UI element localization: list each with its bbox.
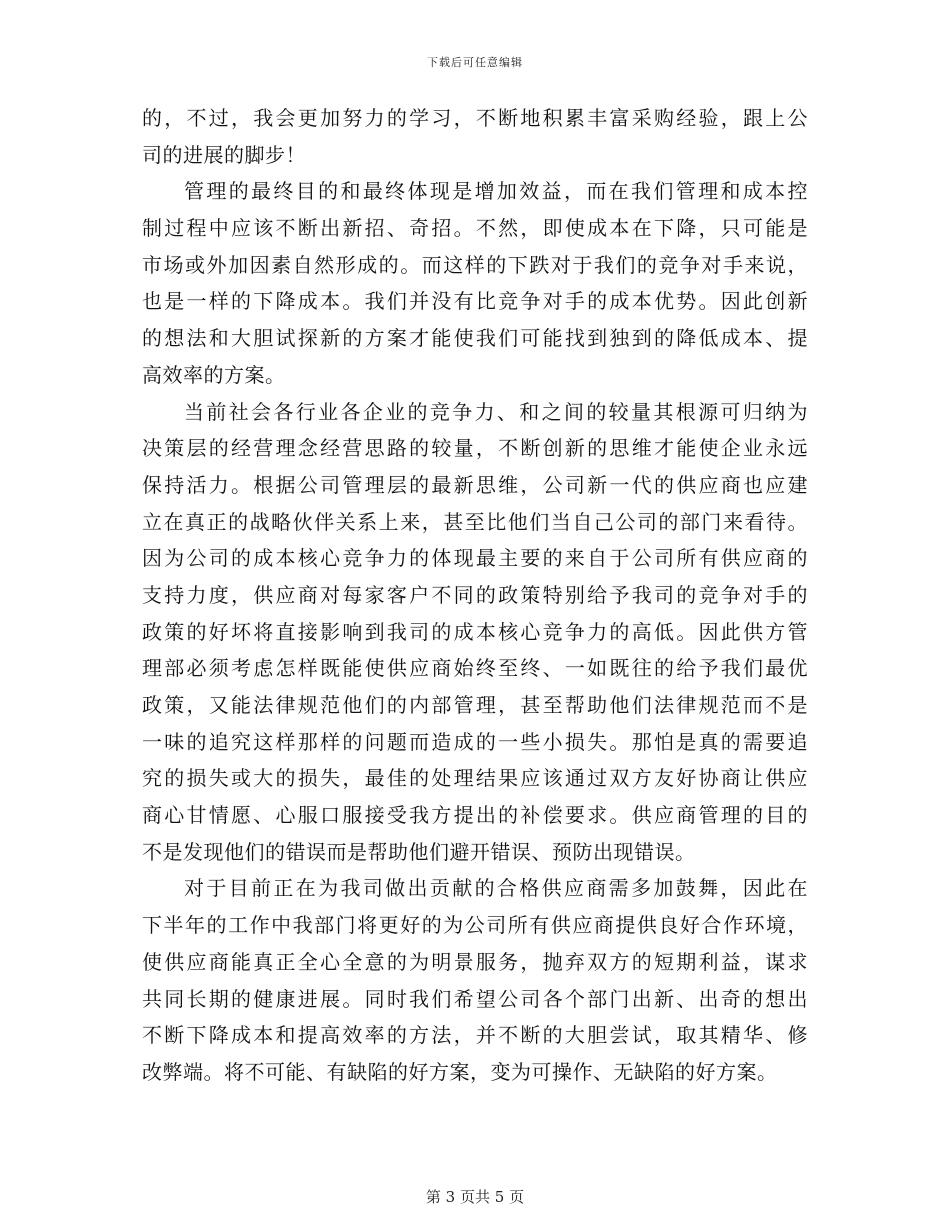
page-footer: 第 3 页共 5 页 [425,1188,525,1206]
text-line: 究的损失或大的损失，最佳的处理结果应该通过双方友好协商让供应 [142,766,808,791]
paragraph [142,100,808,173]
text-line: 对于目前正在为我司做出贡献的合格供应商需多加鼓舞，因此在 [184,876,808,901]
text-line: 市场或外加因素自然形成的。而这样的下跌对于我们的竞争对手来说， [142,252,808,277]
text-line: 使供应商能真正全心全意的为明景服务，抛弃双方的短期利益，谋求 [142,949,808,974]
text-line: 因为公司的成本核心竞争力的体现最主要的来自于公司所有供应商的 [142,546,808,571]
paragraph [142,870,808,1090]
text-line: 下半年的工作中我部门将更好的为公司所有供应商提供良好合作环境， [142,913,808,938]
text-line: 当前社会各行业各企业的竞争力、和之间的较量其根源可归纳为 [184,399,808,424]
text-line: 商心甘情愿、心服口服接受我方提出的补偿要求。供应商管理的目的 [142,803,808,828]
text-line: 保持活力。根据公司管理层的最新思维，公司新一代的供应商也应建 [142,472,808,497]
text-line: 不断下降成本和提高效率的方法，并不断的大胆尝试，取其精华、修 [142,1023,808,1048]
text-line: 制过程中应该不断出新招、奇招。不然，即使成本在下降，只可能是 [142,216,808,241]
text-line: 的想法和大胆试探新的方案才能使我们可能找到独到的降低成本、提 [142,326,808,351]
text-line: 决策层的经营理念经营思路的较量，不断创新的思维才能使企业永远 [142,436,808,461]
text-line: 高效率的方案。 [142,362,286,387]
text-line: 政策，又能法律规范他们的内部管理，甚至帮助他们法律规范而不是 [142,693,808,717]
paragraph [142,173,808,393]
text-line: 支持力度，供应商对每家客户不同的政策特别给予我司的竞争对手的 [142,582,808,607]
text-line: 不是发现他们的错误而是帮助他们避开错误、预防出现错误。 [142,839,696,864]
text-line: 立在真正的战略伙伴关系上来，甚至比他们当自己公司的部门来看待。 [142,509,808,534]
page-header: 下载后可任意编辑 [427,56,523,69]
text-line: 也是一样的下降成本。我们并没有比竞争对手的成本优势。因此创新 [142,289,808,314]
text-line: 管理的最终目的和最终体现是增加效益，而在我们管理和成本控 [184,179,808,204]
text-line: 政策的好坏将直接影响到我司的成本核心竞争力的高低。因此供方管 [142,619,808,644]
text-line: 一味的追究这样那样的问题而造成的一些小损失。那怕是真的需要追 [142,729,808,754]
text-line: 司的进展的脚步！ [142,142,306,167]
text-line: 改弊端。将不可能、有缺陷的好方案，变为可操作、无缺陷的好方案。 [142,1059,778,1084]
document-body [142,100,808,1091]
text-line: 的，不过，我会更加努力的学习，不断地积累丰富采购经验，跟上公 [142,106,808,130]
text-line: 共同长期的健康进展。同时我们希望公司各个部门出新、出奇的想出 [142,986,808,1011]
text-line: 理部必须考虑怎样既能使供应商始终至终、一如既往的给予我们最优 [142,656,808,681]
paragraph [142,394,808,871]
